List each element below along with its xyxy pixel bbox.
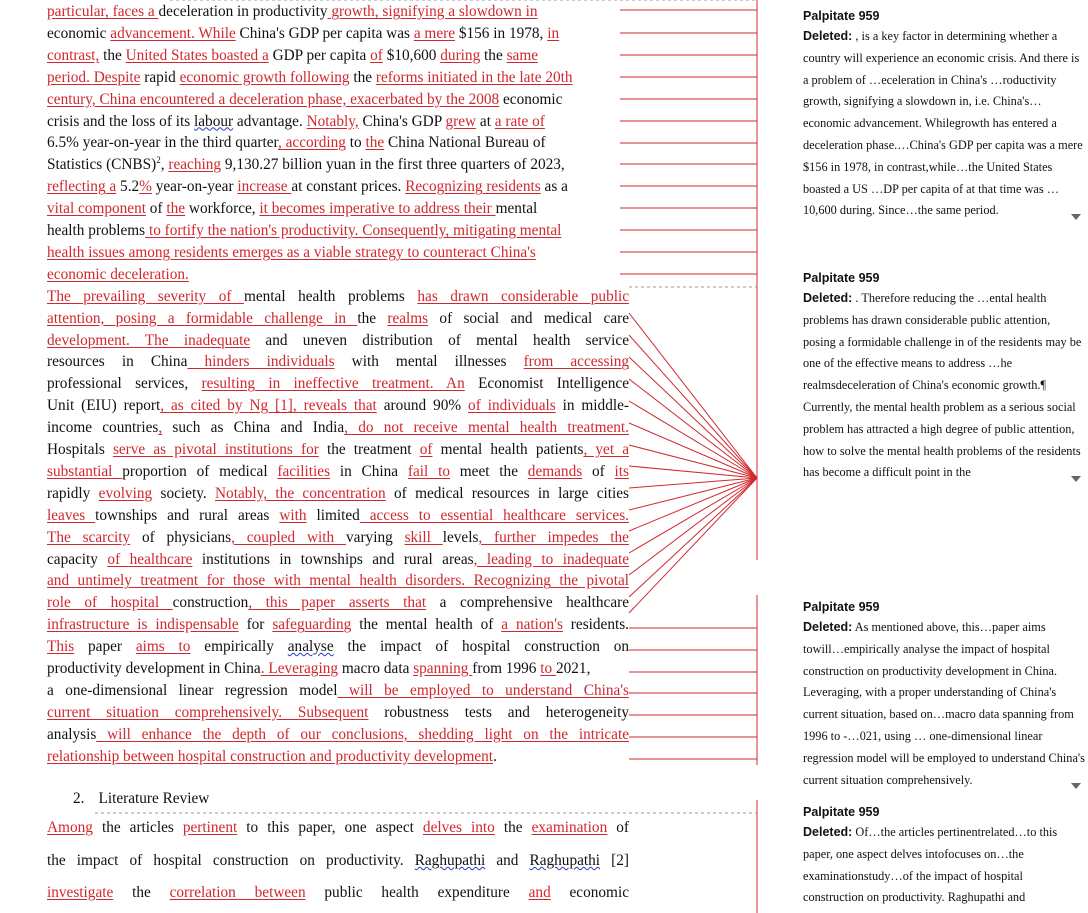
text-line[interactable] [47, 680, 629, 702]
text-run: in middle- [555, 397, 629, 415]
text-line[interactable] [47, 1, 629, 23]
text-line[interactable] [47, 527, 629, 549]
text-run: of medical resources in large cities [385, 484, 629, 502]
text-line[interactable] [47, 882, 629, 904]
heading-text: Literature Review [98, 790, 210, 807]
revision-connector-line [629, 445, 757, 478]
text-run: macro data [338, 660, 414, 677]
text-run: as a [540, 178, 568, 196]
text-run: mental health problems [243, 287, 418, 305]
text-run: limited [306, 506, 360, 524]
inserted-text: has drawn considerable public [417, 287, 630, 305]
text-line[interactable] [47, 592, 629, 614]
text-run: and uneven distribution of mental health service [250, 331, 629, 349]
text-run: 6.5% year-on-year in the third quarter [47, 134, 278, 152]
inserted-text: will enhance the depth of our conclusions, shedding light on the intricate [96, 725, 629, 743]
text-run: China National Bureau of [384, 134, 546, 152]
inserted-text: of [370, 46, 383, 64]
text-run: around 90% [376, 397, 469, 415]
text-line[interactable] [47, 198, 629, 220]
inserted-text: leaves [47, 506, 96, 524]
text-run: economic [47, 24, 111, 42]
inserted-text: of individuals [468, 397, 556, 415]
text-line[interactable] [47, 111, 629, 133]
text-line[interactable] [47, 264, 629, 286]
misspelled-word: Raghupathi [529, 852, 601, 869]
text-run: of physicians [130, 528, 232, 546]
inserted-text: current situation comprehensively. Subsequent [47, 703, 369, 721]
inserted-text: during [440, 46, 481, 64]
inserted-text: its [614, 462, 629, 480]
inserted-text: from accessing [523, 353, 629, 371]
inserted-text: Recognizing residents [405, 178, 541, 196]
inserted-text: with [279, 506, 307, 524]
text-line[interactable] [47, 850, 629, 872]
revision-connector-line [629, 335, 757, 478]
revision-balloon[interactable] [803, 804, 1085, 909]
text-run: resources in China [47, 353, 188, 371]
deleted-text: As mentioned above, this…paper aims towill…empirically analyse the impact of hospital construction on productivity development in China. Leveraging, with a proper understanding of China's current situation, based on…macro data spanning from 1996 to -…021, using … one-dimensional linear regression model will be employed to understand China's current situation comprehensively. [803, 620, 1085, 787]
text-line[interactable] [47, 242, 629, 264]
text-line[interactable] [47, 817, 629, 839]
text-line[interactable] [47, 505, 629, 527]
text-run: such as China and India [162, 419, 345, 437]
inserted-text: of [419, 441, 433, 458]
text-run: income countries [47, 419, 159, 437]
text-run: GDP per capita [268, 46, 371, 64]
inserted-text: to fortify the nation's productivity. Consequently, mitigating mental [145, 222, 562, 239]
text-line[interactable] [47, 308, 629, 330]
revision-body [803, 822, 1085, 909]
deleted-text: Of…the articles pertinentrelated…to this paper, one aspect delves intofocuses on…the examinationstudy…of the impact of hospital construction on productivity. Raghupathi and [803, 825, 1058, 905]
text-run: professional services, [47, 375, 202, 393]
text-line[interactable] [47, 746, 629, 768]
text-line[interactable] [47, 636, 629, 658]
text-run: capacity [47, 550, 108, 568]
inserted-text: , yet a [583, 441, 630, 458]
inserted-text: reforms initiated in the late 20th [375, 68, 573, 86]
inserted-text: in [547, 24, 560, 42]
text-run: of social and medical care [428, 309, 630, 327]
inserted-text: contrast, [47, 46, 100, 64]
text-run: productivity development in China [47, 660, 261, 677]
text-line[interactable] [47, 373, 629, 395]
inserted-text: , as cited by Ng [1], reveals that [160, 397, 377, 415]
text-run: advantage. [233, 112, 307, 130]
inserted-text: aims to [135, 638, 191, 656]
text-run: of [582, 462, 615, 480]
revision-body [803, 26, 1085, 222]
inserted-text: % [139, 178, 152, 196]
inserted-text: , this paper asserts that [248, 594, 427, 612]
inserted-text: serve as pivotal institutions for [112, 441, 319, 458]
text-line[interactable] [47, 724, 629, 746]
text-run: the mental health of [351, 616, 502, 634]
inserted-text: health issues among residents emerges as a viable strategy to counteract China's [47, 243, 536, 261]
text-line[interactable] [47, 461, 629, 483]
inserted-text: economic deceleration. [47, 265, 189, 283]
text-run: crisis and the loss of its [47, 112, 195, 130]
inserted-text: , further impedes the [478, 528, 629, 546]
text-run: economic [550, 884, 629, 901]
inserted-text: fail to [407, 462, 450, 480]
text-line[interactable] [47, 67, 629, 89]
inserted-text: , leading to inadequate [473, 550, 629, 568]
inserted-text: reaching [168, 156, 222, 174]
text-line[interactable] [47, 220, 629, 242]
revision-connector-line [629, 313, 757, 478]
inserted-text: investigate [47, 884, 114, 901]
text-line[interactable] [47, 286, 629, 308]
text-run: 5.2 [116, 178, 140, 196]
expand-caret-icon[interactable] [1071, 214, 1081, 220]
markup-pane [760, 0, 1088, 913]
revision-body [803, 617, 1085, 791]
text-run: China's GDP [358, 112, 446, 130]
text-run: China's GDP per capita was [235, 24, 414, 42]
revision-balloon[interactable] [803, 599, 1085, 791]
text-run: at [476, 112, 495, 130]
inserted-text: growth, signifying a slowdown in [327, 3, 538, 20]
inserted-text: facilities [277, 462, 331, 480]
text-run: , [160, 156, 169, 174]
text-line[interactable] [47, 154, 629, 176]
text-run: rapidly [47, 484, 99, 502]
text-run: 2 [156, 155, 161, 166]
revision-connector-line [629, 478, 757, 613]
inserted-text: particular, faces a [47, 3, 159, 20]
text-run: the [480, 46, 507, 64]
inserted-text: the [365, 134, 385, 152]
text-run: a one-dimensional linear regression model [47, 681, 338, 699]
text-line[interactable] [47, 439, 629, 461]
inserted-text: , do not receive mental health treatment. [344, 419, 629, 437]
text-line[interactable] [47, 702, 629, 724]
text-run: at constant prices. [291, 178, 406, 196]
text-run: residents. [562, 616, 630, 634]
revision-connector-line [629, 478, 757, 553]
inserted-text: a mere [413, 24, 455, 42]
text-run: from 1996 [472, 660, 541, 677]
inserted-text: spanning [413, 660, 473, 677]
inserted-text: period. Despite [47, 68, 141, 86]
inserted-text: resulting in ineffective treatment. An [201, 375, 465, 393]
inserted-text: and untimely treatment for those with mental health disorders. Recognizing the pivotal [47, 572, 629, 590]
text-line[interactable] [47, 330, 629, 352]
text-line[interactable] [47, 132, 629, 154]
text-run: empirically [190, 638, 288, 656]
text-run: paper [74, 638, 136, 656]
inserted-text: it becomes imperative to address their [259, 200, 496, 218]
text-run: the [357, 309, 388, 327]
inserted-text: , [158, 419, 163, 437]
text-run: year-on-year [151, 178, 238, 196]
expand-caret-icon[interactable] [1071, 783, 1081, 789]
inserted-text: Notably, [306, 112, 359, 130]
misspelled-word: Raghupathi [414, 852, 486, 869]
text-run: 2021, [555, 660, 591, 677]
text-run: mental health patients [432, 441, 584, 458]
text-run: the [113, 884, 170, 901]
text-line[interactable] [47, 351, 629, 373]
text-run: $156 in 1978, [455, 24, 548, 42]
revision-connector-line [629, 478, 757, 531]
inserted-text: safeguarding [272, 616, 352, 634]
text-run: the impact of hospital construction on [333, 638, 629, 656]
revision-author: Palpitate 959 [803, 805, 880, 819]
inserted-text: will be employed to understand China's [337, 681, 629, 699]
text-run: . [493, 747, 497, 765]
deleted-label: Deleted: [803, 825, 853, 839]
text-run: $10,600 [382, 46, 441, 64]
text-run: society. [152, 484, 215, 502]
text-run: Economist Intelligence [464, 375, 630, 393]
heading-number: 2. [73, 790, 85, 807]
revision-connector-line [629, 357, 757, 478]
text-run: of [607, 819, 630, 836]
deleted-text: . Therefore reducing the …ental health problems has drawn considerable public attention, posing a formidable challenge in of the residents may be one of the effective means to address …he realmsdeceleration of China's economic growth.¶ Currently, the mental health problem as a serious social problem has attracted a high degree of public attention, how to solve the mental health problems of the residents has become a difficult point in the [803, 291, 1082, 480]
inserted-text: . Leveraging [260, 660, 339, 677]
inserted-text: realms [387, 309, 429, 327]
text-line[interactable] [47, 614, 629, 636]
text-line[interactable] [47, 45, 629, 67]
inserted-text: examination [531, 819, 608, 836]
revision-connector-line [629, 423, 757, 478]
inserted-text: Notably, the concentration [215, 484, 386, 502]
deleted-label: Deleted: [803, 620, 853, 634]
revision-connector-line [629, 478, 757, 575]
text-run: the [99, 46, 126, 64]
inserted-text: , coupled with [231, 528, 347, 546]
text-run: the impact of hospital construction on productivity. [47, 852, 415, 869]
text-run: Statistics (CNBS) [47, 156, 157, 174]
text-line[interactable] [47, 549, 629, 571]
inserted-text: United States boasted a [125, 46, 269, 64]
revision-balloon[interactable] [803, 270, 1085, 484]
inserted-text: advancement. While [110, 24, 236, 42]
inserted-text: century, China encountered a deceleration phase, exacerbated by the 2008 [47, 90, 500, 108]
inserted-text: the [166, 200, 186, 218]
text-run: for [238, 616, 273, 634]
text-run: analysis [47, 725, 97, 743]
text-run: institutions in townships and rural areas [192, 550, 474, 568]
revision-connector-line [629, 466, 757, 478]
text-run: in China [330, 462, 408, 480]
deleted-label: Deleted: [803, 29, 853, 43]
text-line[interactable] [47, 658, 629, 680]
text-line[interactable] [47, 483, 629, 505]
text-run: Hospitals [47, 441, 113, 458]
inserted-text: role of hospital [47, 594, 173, 612]
inserted-text: pertinent [182, 819, 238, 836]
text-run: to [345, 134, 366, 152]
text-run: 9,130.27 billion yuan in the first three quarters of 2023, [221, 156, 565, 174]
inserted-text: Among [47, 819, 93, 836]
inserted-text: hinders individuals [187, 353, 335, 371]
inserted-text: grew [445, 112, 477, 130]
section-heading [73, 788, 209, 810]
misspelled-word: labour [194, 112, 234, 130]
text-run: deceleration in productivity [158, 3, 328, 20]
text-run: construction [172, 594, 249, 612]
inserted-text: correlation between [169, 884, 306, 901]
text-run: proportion of medical [122, 462, 278, 480]
text-run: meet the [449, 462, 528, 480]
text-run: Unit (EIU) report [47, 397, 161, 415]
text-line[interactable] [47, 395, 629, 417]
text-run: [2] [600, 852, 629, 869]
inserted-text: a nation's [501, 616, 563, 634]
deleted-label: Deleted: [803, 291, 853, 305]
inserted-text: , according [277, 134, 346, 152]
text-line[interactable] [47, 570, 629, 592]
text-line[interactable] [47, 417, 629, 439]
text-run: varying [346, 528, 405, 546]
text-run: the articles [92, 819, 183, 836]
inserted-text: This [47, 638, 75, 656]
text-run: rapid [140, 68, 180, 86]
text-run: to this paper, one aspect [237, 819, 423, 836]
revision-author: Palpitate 959 [803, 271, 880, 285]
inserted-text: demands [527, 462, 583, 480]
text-line[interactable] [47, 89, 629, 111]
text-run: economic [499, 90, 563, 108]
revision-connector-line [629, 401, 757, 478]
inserted-text: infrastructure is indispensable [47, 616, 239, 634]
inserted-text: same [506, 46, 539, 64]
inserted-text: delves into [422, 819, 495, 836]
revision-connector-line [629, 478, 757, 597]
text-run: the [349, 68, 376, 86]
inserted-text: attention, posing a formidable challenge in [47, 309, 358, 327]
text-run: and [485, 852, 530, 869]
inserted-text: to [540, 660, 556, 677]
inserted-text: The prevailing severity of [47, 287, 244, 305]
text-run: of [145, 200, 167, 218]
text-run: mental [495, 200, 538, 218]
inserted-text: increase [237, 178, 292, 196]
text-run: robustness tests and heterogeneity [368, 703, 629, 721]
inserted-text: vital component [47, 200, 146, 218]
revision-balloon[interactable] [803, 8, 1085, 222]
inserted-text: reflecting a [47, 178, 117, 196]
revision-connector-line [629, 379, 757, 478]
text-line[interactable] [47, 176, 629, 198]
text-run: with mental illnesses [334, 353, 524, 371]
inserted-text: substantial [47, 462, 123, 480]
text-run: the treatment [318, 441, 420, 458]
inserted-text: a rate of [494, 112, 545, 130]
inserted-text: The scarcity [47, 528, 131, 546]
inserted-text: access to essential healthcare services. [359, 506, 629, 524]
text-line[interactable] [47, 23, 629, 45]
deleted-text: , is a key factor in determining whether a country will experience an economic crisis. And there is a problem of …eceleration in China's …roductivity growth, signifying a slowdown in, i.e. China's…economic advancement. Whilegrowth has entered a deceleration phase.…China's GDP per capita was a mere $156 in 1978, in contrast,while…the United States boasted a US …DP per capita of at that time was …10,600 during. Since…the same period. [803, 29, 1083, 218]
misspelled-word: analyse [287, 638, 334, 656]
text-run: workforce, [185, 200, 260, 218]
revision-body [803, 288, 1085, 484]
inserted-text: development. The inadequate [47, 331, 251, 349]
expand-caret-icon[interactable] [1071, 476, 1081, 482]
text-run: levels [442, 528, 479, 546]
text-run: public health expenditure [305, 884, 529, 901]
inserted-text: skill [404, 528, 443, 546]
revision-author: Palpitate 959 [803, 600, 880, 614]
inserted-text: evolving [98, 484, 153, 502]
text-run: townships and rural areas [95, 506, 280, 524]
inserted-text: economic growth following [179, 68, 350, 86]
inserted-text: and [528, 884, 551, 901]
revision-author: Palpitate 959 [803, 9, 880, 23]
text-run: a comprehensive healthcare [426, 594, 629, 612]
inserted-text: relationship between hospital construction and productivity development [47, 747, 494, 765]
inserted-text: of healthcare [107, 550, 193, 568]
text-run: the [494, 819, 532, 836]
text-run: health problems [47, 222, 146, 239]
